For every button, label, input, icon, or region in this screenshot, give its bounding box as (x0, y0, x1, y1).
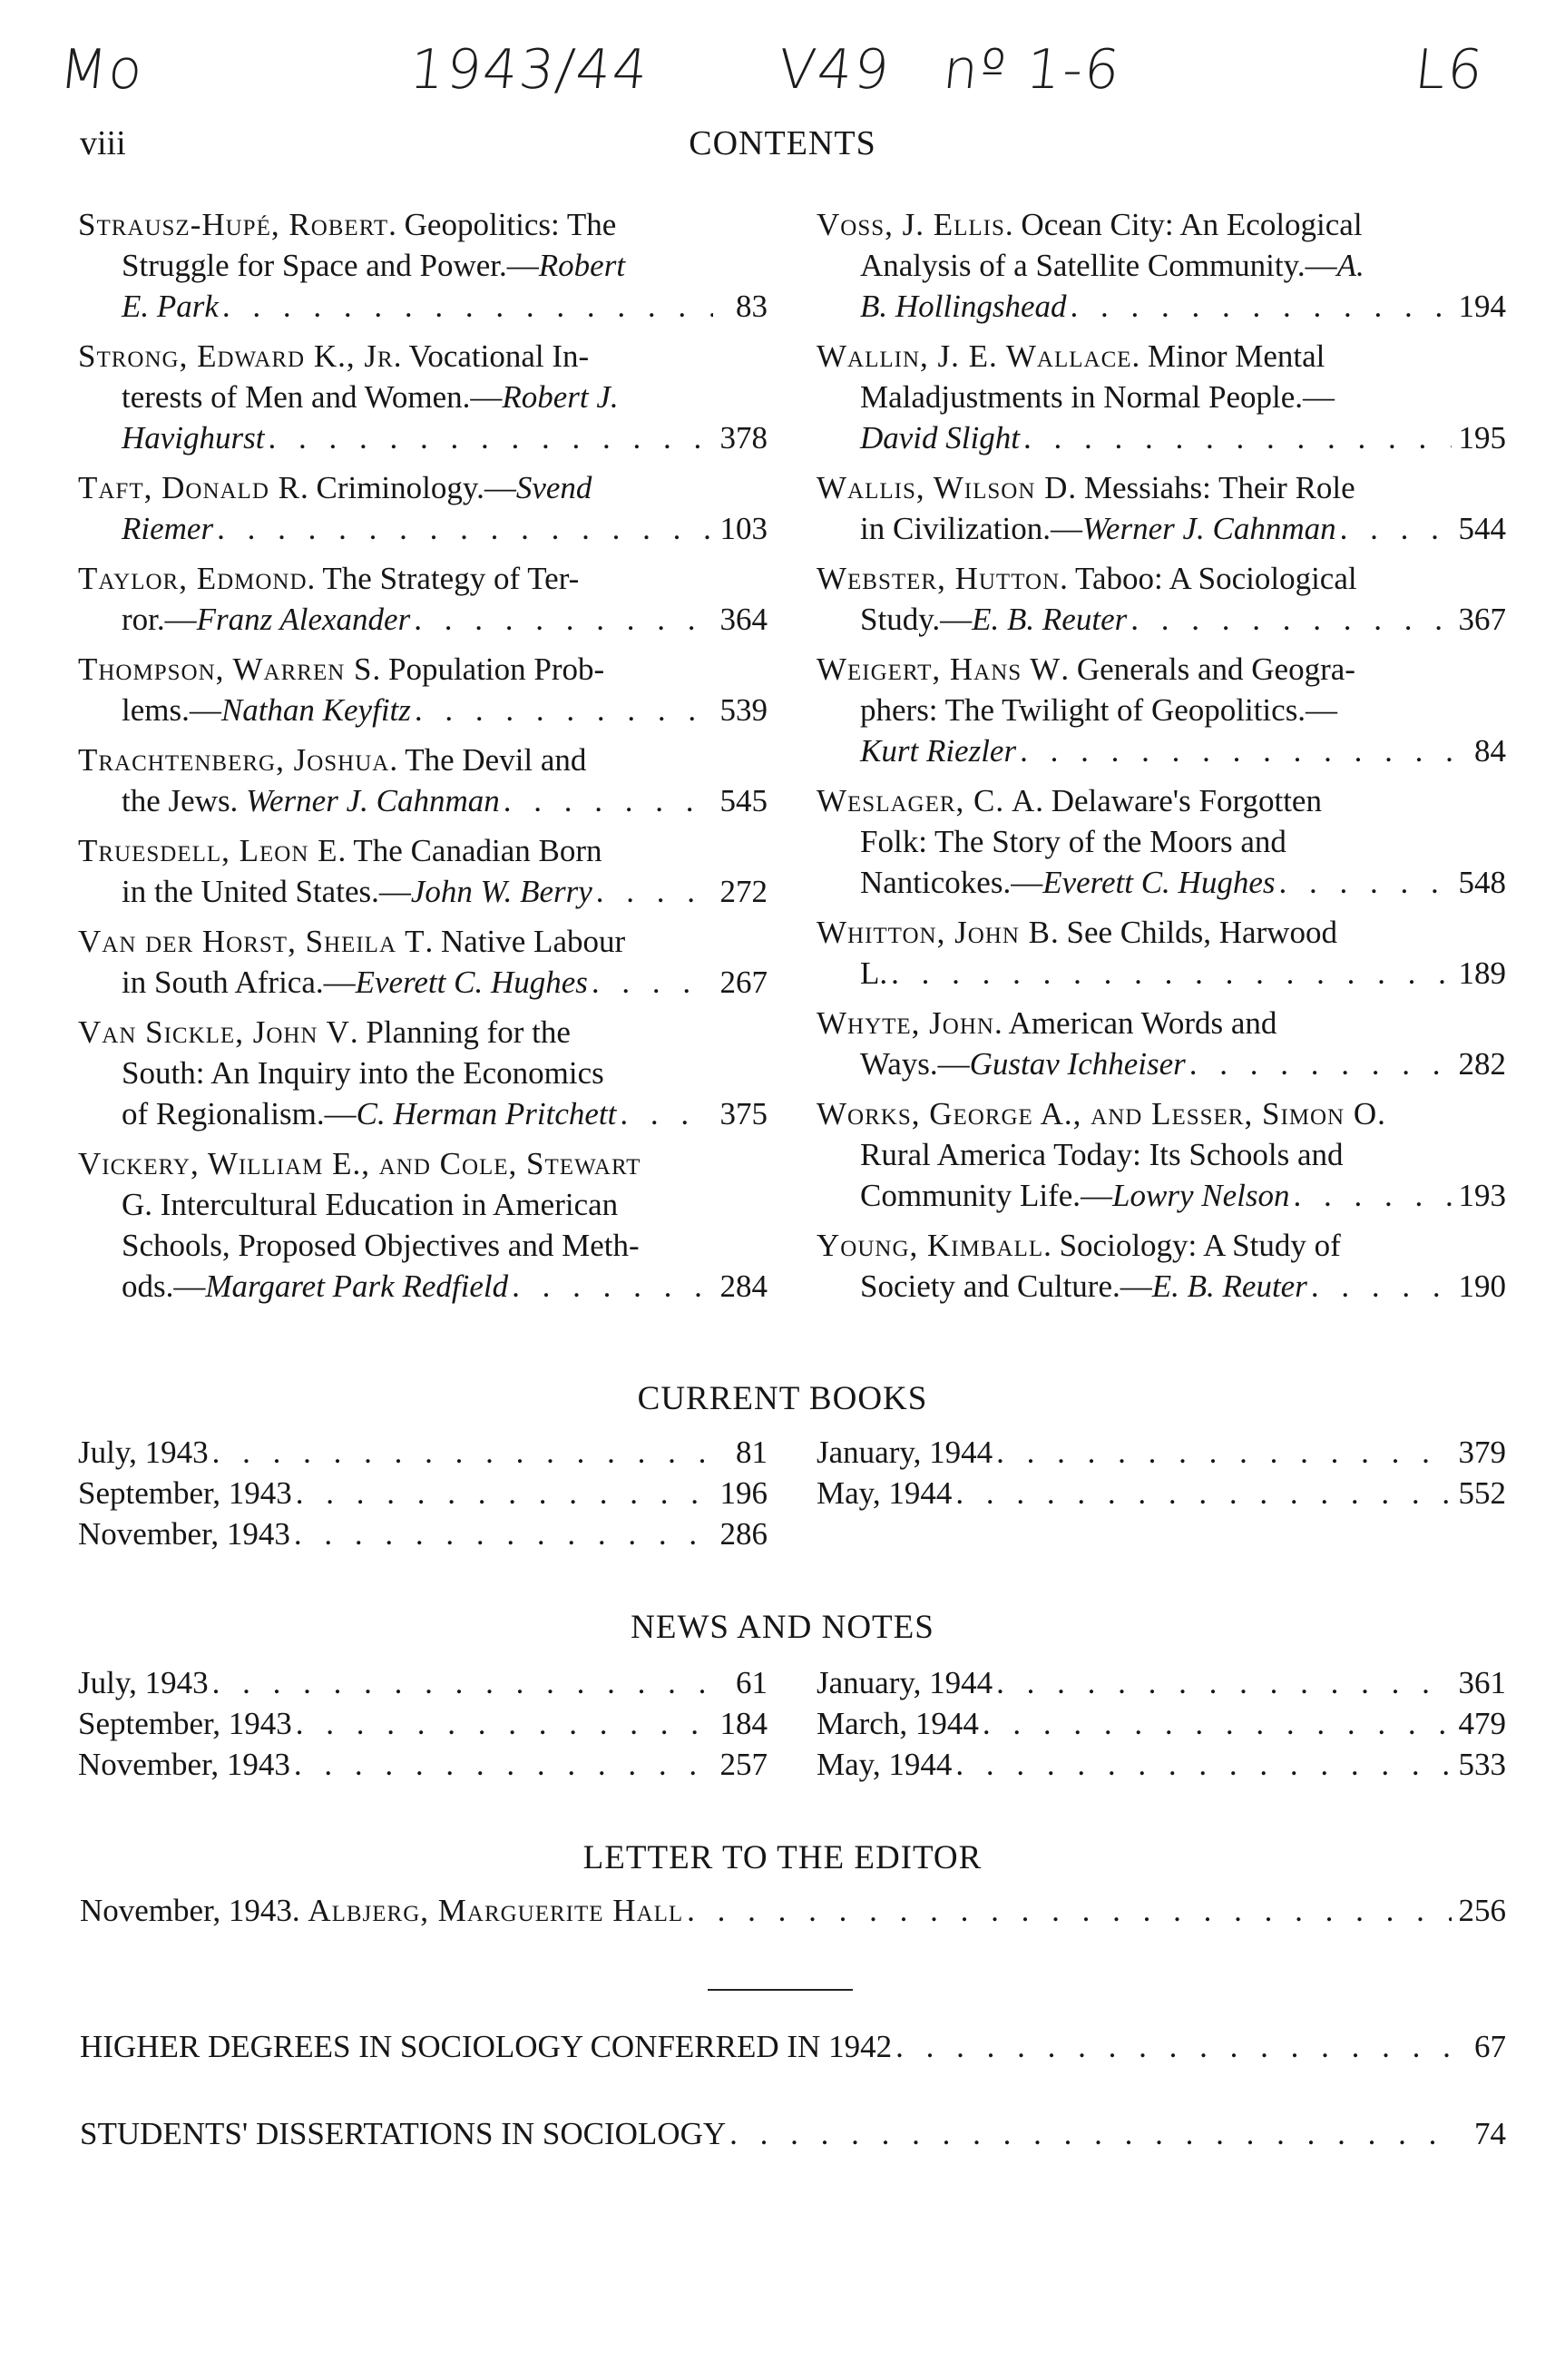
contents-entry (78, 204, 768, 327)
reviewer-name: John W. Berry (410, 874, 592, 909)
page-ref: 539 (719, 692, 768, 728)
author-name: Weigert, Hans W (817, 651, 1061, 687)
entry-line (817, 1003, 1506, 1043)
contents-entry (817, 336, 1506, 458)
entry-last-line (817, 730, 1506, 771)
entry-line (78, 245, 768, 286)
page-ref: 194 (1458, 289, 1506, 324)
date-row (78, 1513, 768, 1554)
letter-to-editor-heading: LETTER TO THE EDITOR (582, 1839, 983, 1876)
author-name: Webster, Hutton (817, 561, 1061, 596)
entry-line (817, 1225, 1506, 1266)
entry-last-line (78, 1266, 768, 1307)
entry-line (817, 1093, 1506, 1134)
leader-dots (296, 1473, 713, 1513)
author-name: Strausz-Hupé, Robert (78, 207, 389, 242)
page-ref: 286 (719, 1516, 768, 1552)
leader-dots (504, 780, 713, 821)
entry-text: . Criminology.— (299, 470, 516, 505)
leader-dots (1311, 1266, 1452, 1307)
entry-line (817, 204, 1506, 245)
entry-tail (860, 417, 1020, 458)
page-ref: 196 (719, 1475, 768, 1511)
entry-line (78, 1012, 768, 1053)
page-ref: 379 (1458, 1435, 1506, 1470)
entry-text: Schools, Proposed Objectives and Meth- (122, 1228, 640, 1263)
reviewer-name: E. Park (122, 289, 219, 324)
leader-dots (415, 690, 713, 730)
letter-date: November, 1943. (80, 1893, 300, 1928)
entry-line (817, 690, 1506, 730)
issue-date: May, 1944 (817, 1475, 953, 1511)
entry-last-line (78, 962, 768, 1003)
page-ref: 83 (736, 289, 768, 324)
entry-last-line (78, 508, 768, 549)
entry-tail (860, 508, 1336, 549)
page-ref: 548 (1458, 865, 1506, 900)
contents-entry (817, 467, 1506, 549)
date-row (78, 1473, 768, 1513)
leader-dots (512, 1266, 713, 1307)
news-and-notes-heading: NEWS AND NOTES (631, 1609, 934, 1646)
leader-dots (596, 871, 713, 912)
reviewer-name: Kurt Riezler (860, 733, 1017, 769)
entry-last-line (817, 1175, 1506, 1216)
page-ref: 103 (719, 511, 768, 546)
entry-text: . Sociology: A Study of (1043, 1228, 1341, 1263)
leader-dots (1340, 508, 1452, 549)
date-row (817, 1662, 1506, 1703)
author-name: Trachtenberg, Joshua (78, 742, 390, 778)
entry-tail (122, 1266, 508, 1307)
date-row (78, 1703, 768, 1744)
entry-text: G. Intercultural Education in American (122, 1187, 619, 1222)
entry-line (78, 336, 768, 377)
contents-entry (817, 649, 1506, 771)
current-books-left (78, 1432, 768, 1554)
page-ref: 184 (719, 1706, 768, 1741)
page-ref: 193 (1458, 1178, 1506, 1213)
page-ref: 256 (1458, 1893, 1506, 1928)
entry-tail (860, 1266, 1307, 1307)
reviewer-name: Everett C. Hughes (355, 965, 588, 1000)
entry-line (78, 921, 768, 962)
leader-dots (1070, 286, 1452, 327)
entry-text: in South Africa.— (122, 965, 356, 1000)
author-name: Strong, Edward K., Jr (78, 338, 394, 374)
page-ref: 361 (1458, 1665, 1506, 1700)
author-name: Whitton, John B (817, 915, 1051, 950)
reviewer-name: Werner J. Cahnman (246, 783, 500, 818)
dissertations-label: STUDENTS' DISSERTATIONS IN SOCIOLOGY (80, 2116, 727, 2151)
entry-tail (122, 417, 265, 458)
entry-line (817, 245, 1506, 286)
entry-text: . Taboo: A Sociological (1060, 561, 1357, 596)
page-ref: 479 (1458, 1706, 1506, 1741)
entry-text: Nanticokes.— (860, 865, 1043, 900)
reviewer-name: B. Hollingshead (860, 289, 1067, 324)
author-name: Van Sickle, John V (78, 1014, 350, 1050)
contents-entry (78, 830, 768, 912)
leader-dots (1023, 417, 1452, 458)
contents-entry (78, 649, 768, 730)
leader-dots (996, 1662, 1452, 1703)
entry-tail (122, 599, 410, 640)
contents-entry (817, 1003, 1506, 1084)
entry-text: lems.— (122, 692, 221, 728)
leader-dots (891, 953, 1452, 994)
entry-text: L. (860, 955, 888, 991)
reviewer-name: Svend (515, 470, 592, 505)
date-row (817, 1473, 1506, 1513)
entry-last-line (78, 286, 768, 327)
leader-dots (294, 1744, 713, 1785)
issue-date: January, 1944 (817, 1665, 993, 1700)
date-row (78, 1432, 768, 1473)
page-ref: 74 (1474, 2116, 1506, 2151)
current-books-right (817, 1432, 1506, 1513)
entry-line (817, 1134, 1506, 1175)
issue-date: July, 1943 (78, 1665, 209, 1700)
letter-to-editor-entry (80, 1893, 1506, 1929)
reviewer-name: Lowry Nelson (1112, 1178, 1290, 1213)
entry-text: . American Words and (993, 1005, 1277, 1041)
entry-line (78, 1053, 768, 1093)
page-ref: 84 (1474, 733, 1506, 769)
entry-line (78, 204, 768, 245)
entry-text: . The Devil and (389, 742, 587, 778)
entry-line (78, 1184, 768, 1225)
leader-dots (955, 1744, 1452, 1785)
contents-entry (817, 204, 1506, 327)
reviewer-name: Everett C. Hughes (1042, 865, 1276, 900)
entry-tail (122, 690, 411, 730)
author-name: Whyte, John (817, 1005, 994, 1041)
entry-text: . The Strategy of Ter- (307, 561, 580, 596)
contents-entry (817, 1225, 1506, 1307)
page-ref: 61 (736, 1665, 768, 1700)
contents-entry (78, 1143, 768, 1307)
entry-last-line (78, 1093, 768, 1134)
entry-text: . Ocean City: An Ecological (1004, 207, 1363, 242)
issue-date: November, 1943 (78, 1516, 290, 1552)
leader-dots (895, 2029, 1452, 2065)
author-name: Truesdell, Leon E (78, 833, 338, 868)
page-number: viii (80, 124, 126, 162)
page-ref: 282 (1458, 1046, 1506, 1082)
contents-entry (817, 1093, 1506, 1216)
entry-text: . See Childs, Harwood (1051, 915, 1337, 950)
entry-text: Study.— (860, 602, 973, 637)
entry-tail (860, 1175, 1290, 1216)
entry-text: . Vocational In- (393, 338, 590, 374)
issue-date: January, 1944 (817, 1435, 993, 1470)
entry-line (817, 377, 1506, 417)
entry-line (78, 649, 768, 690)
page-ref: 364 (719, 602, 768, 637)
divider (708, 1989, 853, 1991)
entry-tail (860, 730, 1016, 771)
entry-last-line (78, 871, 768, 912)
contents-column-left (78, 204, 768, 1316)
entry-last-line (817, 508, 1506, 549)
entry-tail (122, 962, 588, 1003)
reviewer-name: Margaret Park Redfield (205, 1268, 509, 1304)
entry-text: South: An Inquiry into the Economics (122, 1055, 604, 1091)
issue-date: September, 1943 (78, 1475, 292, 1511)
leader-dots (729, 2116, 1452, 2152)
leader-dots (687, 1893, 1452, 1929)
leader-dots (212, 1432, 713, 1473)
entry-last-line (78, 417, 768, 458)
date-row (817, 1703, 1506, 1744)
leader-dots (620, 1093, 713, 1134)
author-name: Young, Kimball (817, 1228, 1044, 1263)
entry-last-line (817, 286, 1506, 327)
handwritten-annotation: nº 1-6 (940, 38, 1125, 102)
leader-dots (296, 1703, 713, 1744)
entry-text: in Civilization.— (860, 511, 1082, 546)
entry-line (78, 1225, 768, 1266)
entry-tail (860, 953, 887, 994)
page-ref: 533 (1458, 1747, 1506, 1782)
page-ref: 375 (719, 1096, 768, 1131)
page-ref: 267 (719, 965, 768, 1000)
entry-line (78, 830, 768, 871)
leader-dots (1189, 1043, 1452, 1084)
page-ref: 81 (736, 1435, 768, 1470)
contents-entry (78, 1012, 768, 1134)
author-name: Taylor, Edmond (78, 561, 308, 596)
author-name: Van der Horst, Sheila T (78, 924, 425, 959)
contents-entry (817, 780, 1506, 903)
reviewer-name: Werner J. Cahnman (1081, 511, 1336, 546)
reviewer-name: A. (1336, 248, 1364, 283)
page-ref: 367 (1458, 602, 1506, 637)
contents-entry (78, 558, 768, 640)
author-name: Works, George A., and Lesser, Simon O (817, 1096, 1378, 1131)
leader-dots (592, 962, 713, 1003)
entry-line (78, 1143, 768, 1184)
author-name: Thompson, Warren S (78, 651, 373, 687)
entry-text: . Geopolitics: The (388, 207, 617, 242)
leader-dots (217, 508, 713, 549)
entry-text: Maladjustments in Normal People.— (860, 379, 1335, 415)
entry-text: phers: The Twilight of Geopolitics.— (860, 692, 1338, 728)
author-name: Wallis, Wilson D (817, 470, 1069, 505)
entry-text: Rural America Today: Its Schools and (860, 1137, 1344, 1172)
author-name: Voss, J. Ellis (817, 207, 1005, 242)
handwritten-annotation: Mo (56, 38, 148, 102)
entry-text: . The Canadian Born (337, 833, 602, 868)
entry-text: the Jews. (122, 783, 247, 818)
entry-tail (860, 599, 1127, 640)
entry-tail (122, 1093, 616, 1134)
entry-last-line (817, 599, 1506, 640)
reviewer-name: Franz Alexander (196, 602, 411, 637)
entry-line (78, 377, 768, 417)
entry-tail (122, 871, 592, 912)
entry-text: of Regionalism.— (122, 1096, 357, 1131)
reviewer-name: Havighurst (122, 420, 265, 455)
entry-line (817, 649, 1506, 690)
contents-entry (78, 739, 768, 821)
entry-text: . Generals and Geogra- (1061, 651, 1355, 687)
entry-tail (860, 1043, 1186, 1084)
entry-last-line (817, 862, 1506, 903)
entry-text: . Minor Mental (1131, 338, 1325, 374)
author-name: Wallin, J. E. Wallace (817, 338, 1132, 374)
entry-line (817, 821, 1506, 862)
reviewer-name: Robert J. (502, 379, 619, 415)
letter-author: Albjerg, Marguerite Hall (308, 1893, 684, 1928)
entry-last-line (817, 417, 1506, 458)
contents-entry (78, 336, 768, 458)
page-ref: 190 (1458, 1268, 1506, 1304)
reviewer-name: C. Herman Pritchett (356, 1096, 617, 1131)
leader-dots (983, 1703, 1452, 1744)
issue-date: September, 1943 (78, 1706, 292, 1741)
entry-text: . (1377, 1096, 1385, 1131)
leader-dots (212, 1662, 713, 1703)
leader-dots (996, 1432, 1452, 1473)
contents-column-right (817, 204, 1506, 1316)
contents-entry (78, 467, 768, 549)
date-row (817, 1744, 1506, 1785)
entry-line (817, 467, 1506, 508)
leader-dots (414, 599, 713, 640)
entry-line (817, 912, 1506, 953)
entry-tail (122, 508, 213, 549)
page-ref: 67 (1474, 2029, 1506, 2064)
entry-line (817, 558, 1506, 599)
leader-dots (1278, 862, 1452, 903)
author-name: Taft, Donald R (78, 470, 300, 505)
entry-text: . Planning for the (349, 1014, 571, 1050)
entry-text: Community Life.— (860, 1178, 1113, 1213)
author-name: Vickery, William E., and Cole, Stewart (78, 1146, 641, 1181)
entry-text: terests of Men and Women.— (122, 379, 503, 415)
news-and-notes-left (78, 1662, 768, 1785)
news-and-notes-right (817, 1662, 1506, 1785)
entry-last-line (817, 953, 1506, 994)
entry-text: ods.— (122, 1268, 206, 1304)
contents-entry (817, 558, 1506, 640)
entry-text: Analysis of a Satellite Community.— (860, 248, 1337, 283)
page-ref: 272 (719, 874, 768, 909)
page-ref: 195 (1458, 420, 1506, 455)
entry-text: Struggle for Space and Power.— (122, 248, 539, 283)
entry-tail (860, 286, 1066, 327)
entry-text: . Messiahs: Their Role (1068, 470, 1355, 505)
current-books-heading: CURRENT BOOKS (637, 1380, 928, 1417)
entry-line (78, 739, 768, 780)
page-ref: 257 (719, 1747, 768, 1782)
dissertations-entry (80, 2116, 1506, 2152)
page-ref: 545 (719, 783, 768, 818)
entry-last-line (817, 1266, 1506, 1307)
entry-text: . Delaware's Forgotten (1035, 783, 1322, 818)
entry-line (78, 558, 768, 599)
leader-dots (1130, 599, 1452, 640)
author-name: Weslager, C. A (817, 783, 1036, 818)
entry-tail (122, 780, 500, 821)
leader-dots (955, 1473, 1452, 1513)
entry-line (817, 780, 1506, 821)
leader-dots (294, 1513, 713, 1554)
leader-dots (1294, 1175, 1453, 1216)
leader-dots (222, 286, 713, 327)
handwritten-annotation: L6 (1412, 38, 1488, 102)
entry-last-line (78, 690, 768, 730)
date-row (78, 1744, 768, 1785)
page-ref: 189 (1458, 955, 1506, 991)
entry-text: Folk: The Story of the Moors and (860, 824, 1286, 859)
entry-line (78, 467, 768, 508)
issue-date: March, 1944 (817, 1706, 979, 1741)
entry-text: Ways.— (860, 1046, 970, 1082)
entry-text: . Population Prob- (372, 651, 605, 687)
page-ref: 378 (719, 420, 768, 455)
entry-text: ror.— (122, 602, 197, 637)
reviewer-name: David Slight (860, 420, 1020, 455)
page-ref: 284 (719, 1268, 768, 1304)
leader-dots (269, 417, 714, 458)
contents-entry (78, 921, 768, 1003)
running-head (0, 123, 1565, 169)
entry-line (817, 336, 1506, 377)
higher-degrees-entry (80, 2029, 1506, 2065)
entry-last-line (817, 1043, 1506, 1084)
handwritten-annotation: V49 (775, 38, 895, 102)
contents-entry (817, 912, 1506, 994)
page-ref: 552 (1458, 1475, 1506, 1511)
entry-last-line (78, 599, 768, 640)
page-ref: 544 (1458, 511, 1506, 546)
higher-degrees-label: HIGHER DEGREES IN SOCIOLOGY CONFERRED IN 1942 (80, 2029, 893, 2064)
entry-tail (122, 286, 219, 327)
issue-date: November, 1943 (78, 1747, 290, 1782)
entry-text: Society and Culture.— (860, 1268, 1152, 1304)
date-row (817, 1432, 1506, 1473)
handwritten-annotation: 1943/44 (406, 38, 652, 102)
reviewer-name: E. B. Reuter (1151, 1268, 1307, 1304)
entry-tail (860, 862, 1275, 903)
date-row (78, 1662, 768, 1703)
page-title: CONTENTS (689, 124, 876, 162)
reviewer-name: Riemer (122, 511, 214, 546)
entry-text: . Native Labour (425, 924, 626, 959)
leader-dots (1020, 730, 1452, 771)
reviewer-name: Robert (538, 248, 626, 283)
reviewer-name: Gustav Ichheiser (969, 1046, 1186, 1082)
issue-date: May, 1944 (817, 1747, 953, 1782)
reviewer-name: Nathan Keyfitz (220, 692, 411, 728)
entry-text: in the United States.— (122, 874, 411, 909)
issue-date: July, 1943 (78, 1435, 209, 1470)
entry-last-line (78, 780, 768, 821)
reviewer-name: E. B. Reuter (972, 602, 1128, 637)
